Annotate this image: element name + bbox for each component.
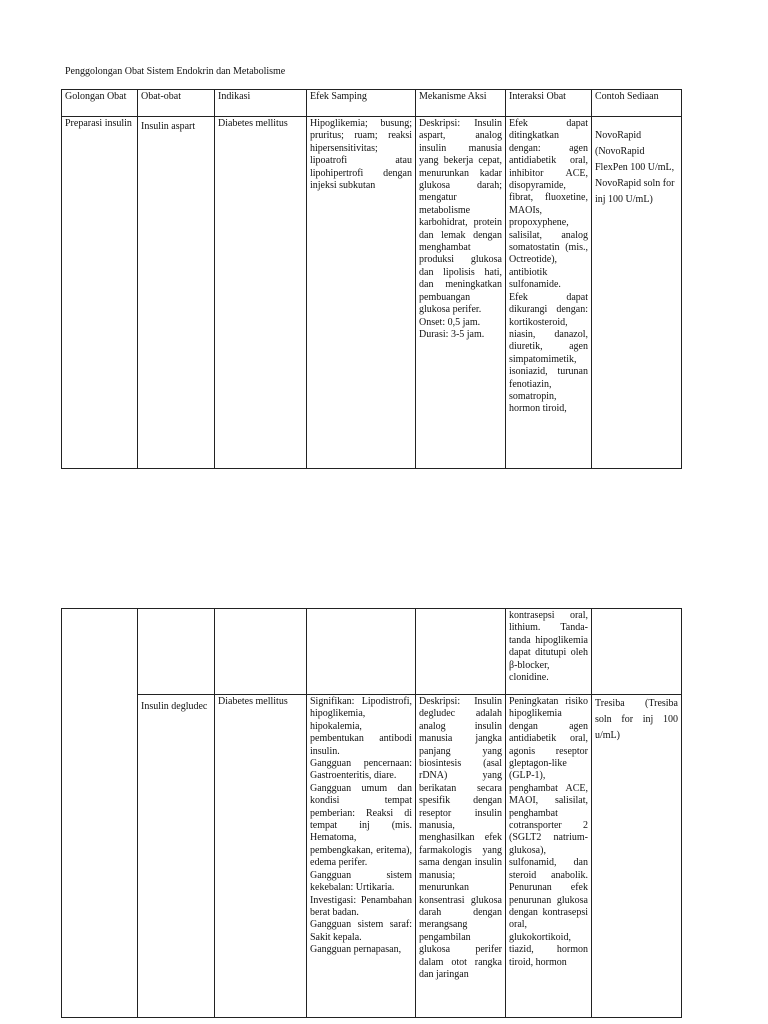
cell-mekanisme: Deskripsi: Insulin aspart, analog insulin manusia yang bekerja cepat, menurunkan kadar glukosa darah; mengatur metabolisme karbohidrat, protein dan lemak dengan menghambat produksi glukosa dan lipolisis hati, dan meningkatkan pembuangan glukosa perifer. Onset: 0,5 jam. Durasi: 3-5 jam.: [416, 117, 506, 469]
table-row: [62, 695, 682, 1018]
cell-sediaan: NovoRapid (NovoRapid FlexPen 100 U/mL, NovoRapid soln for inj 100 U/mL): [595, 130, 675, 205]
cell-mekanisme-2: Deskripsi: Insulin degludec adalah analog insulin manusia jangka panjang yang biosintesis (asal rDNA) yang berikatan secara spesifik dengan reseptor insulin manusia, menghasilkan efek farmakologis yang sama dengan insulin manusia; menurunkan konsentrasi glukosa darah dengan merangsang pengambilan glukosa perifer dalam otot rangka dan jaringan: [416, 695, 506, 1018]
header-golongan: Golongan Obat: [62, 90, 138, 117]
cell-obat: Insulin aspart: [141, 121, 196, 132]
cell-sediaan-wrap: [592, 117, 682, 469]
cell-golongan-empty: [62, 609, 138, 1018]
cell-obat-wrap: [138, 117, 215, 469]
header-indikasi: Indikasi: [215, 90, 307, 117]
cell-interaksi-2: Peningkatan risiko hipoglikemia dengan agen antidiabetik oral, agonis reseptor gleptagon-like (GLP-1), penghambat ACE, MAOI, salisilat, penghambat cotransporter 2 (SGLT2 natrium-glukosa), sulfonamid, dan steroid anabolik. Penurunan efek penurunan glukosa dengan kontrasepsi oral, glukokortikoid, tiazid, hormon tiroid, hormon: [506, 695, 592, 1018]
cell-obat-2-wrap: [138, 695, 215, 1018]
header-interaksi: Interaksi Obat: [506, 90, 592, 117]
cell-mekanisme-empty: [416, 609, 506, 695]
header-obat: Obat-obat: [138, 90, 215, 117]
cell-indikasi: Diabetes mellitus: [215, 117, 307, 469]
header-sediaan: Contoh Sediaan: [592, 90, 682, 117]
cell-indikasi-2: Diabetes mellitus: [215, 695, 307, 1018]
cell-sediaan-2: Tresiba (Tresiba soln for inj 100 u/mL): [592, 695, 682, 1018]
table-header-row: [62, 90, 682, 117]
table-row: [62, 117, 682, 469]
header-efek-samping: Efek Samping: [307, 90, 416, 117]
cell-efek-samping: Hipoglikemia; busung; pruritus; ruam; reaksi hipersensitivitas; lipoatrofi atau lipohipertrofi dengan injeksi subkutan: [307, 117, 416, 469]
table-row: [62, 609, 682, 695]
cell-sediaan-empty: [592, 609, 682, 695]
cell-efek-samping-2: Signifikan: Lipodistrofi, hipoglikemia, hipokalemia, pembentukan antibodi insulin. Gangguan pencernaan: Gastroenteritis, diare. Gangguan umum dan kondisi tempat pemberian: Reaksi di tempat inj (mis. Hematoma, pembengkakan, eritema), edema perifer. Gangguan sistem kekebalan: Urtikaria. Investigasi: Penambahan berat badan. Gangguan sistem saraf: Sakit kepala. Gangguan pernapasan,: [307, 695, 416, 1018]
cell-obat-2: Insulin degludec: [141, 701, 208, 712]
header-mekanisme: Mekanisme Aksi: [416, 90, 506, 117]
cell-indikasi-empty: [215, 609, 307, 695]
cell-interaksi-continued: kontrasepsi oral, lithium. Tanda-tanda hipoglikemia dapat ditutupi oleh β-blocker, clonidine.: [506, 609, 592, 695]
page-title: Penggolongan Obat Sistem Endokrin dan Metabolisme: [65, 66, 286, 77]
cell-obat-empty: [138, 609, 215, 695]
drug-table-part-2: [61, 608, 682, 1018]
cell-interaksi: Efek dapat ditingkatkan dengan: agen antidiabetik oral, inhibitor ACE, disopyramide, fibrat, fluoxetine, MAOIs, propoxyphene, salisilat, analog somatostatin (mis., Octreotide), antibiotik sulfonamide. Efek dapat dikurangi dengan: kortikosteroid, niasin, danazol, diuretik, agen simpatomimetik, isoniazid, turunan fenotiazin, somatropin, hormon tiroid,: [506, 117, 592, 469]
cell-efek-empty: [307, 609, 416, 695]
cell-golongan: Preparasi insulin: [62, 117, 138, 469]
drug-table-part-1: [61, 89, 682, 469]
